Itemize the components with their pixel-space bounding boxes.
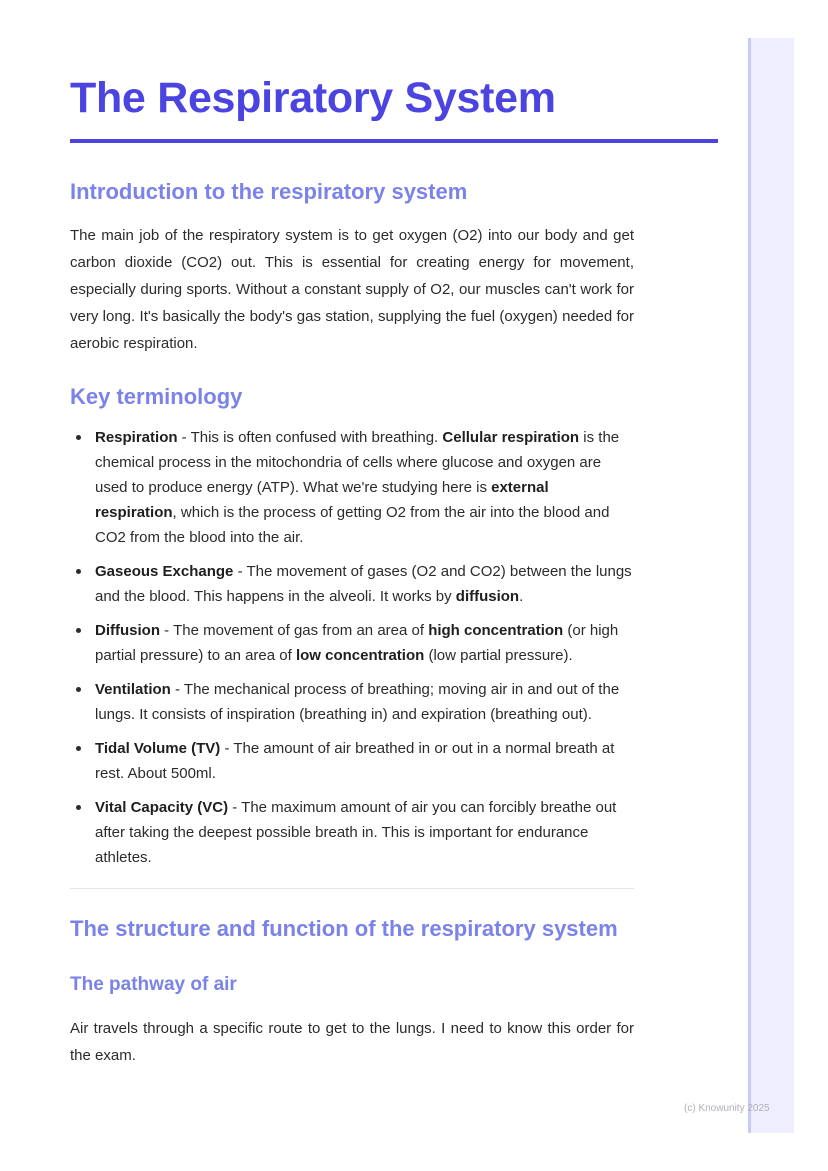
- section-divider: [70, 888, 634, 889]
- intro-heading: Introduction to the respiratory system: [70, 179, 468, 204]
- term-tidal-volume: Tidal Volume (TV) - The amount of air breathed in or out in a normal breath at rest. About 500ml.: [70, 736, 634, 786]
- term-respiration: Respiration - This is often confused with breathing. Cellular respiration is the chemical process in the mitochondria of cells where glucose and oxygen are used to produce energy (ATP). What we're studying here is external respiration, which is the process of getting O2 from the air into the blood and CO2 from the blood into the air.: [70, 425, 634, 550]
- intro-paragraph: The main job of the respiratory system is to get oxygen (O2) into our body and get carbon dioxide (CO2) out. This is essential for creating energy for movement, especially during sports. Without a constant supply of O2, our muscles can't work for very long. It's basically the body's gas station, supplying the fuel (oxygen) needed for aerobic respiration.: [70, 227, 634, 352]
- page-title: The Respiratory System: [70, 74, 556, 122]
- terminology-list: [70, 425, 634, 870]
- pathway-paragraph: Air travels through a specific route to get to the lungs. I need to know this order for the exam.: [70, 1020, 634, 1064]
- terminology-heading: Key terminology: [70, 384, 243, 409]
- side-panel: [748, 38, 794, 1133]
- term-gaseous-exchange: Gaseous Exchange - The movement of gases (O2 and CO2) between the lungs and the blood. This happens in the alveoli. It works by diffusion.: [70, 559, 634, 609]
- pathway-subheading: The pathway of air: [70, 974, 237, 995]
- copyright-footer: (c) Knowunity 2025: [684, 1103, 770, 1114]
- term-ventilation: Ventilation - The mechanical process of breathing; moving air in and out of the lungs. It consists of inspiration (breathing in) and expiration (breathing out).: [70, 677, 634, 727]
- term-vital-capacity: Vital Capacity (VC) - The maximum amount of air you can forcibly breathe out after taking the deepest possible breath in. This is important for endurance athletes.: [70, 795, 634, 870]
- structure-heading: The structure and function of the respiratory system: [70, 916, 618, 941]
- term-diffusion: Diffusion - The movement of gas from an area of high concentration (or high partial pressure) to an area of low concentration (low partial pressure).: [70, 618, 634, 668]
- document-body: [70, 72, 634, 1069]
